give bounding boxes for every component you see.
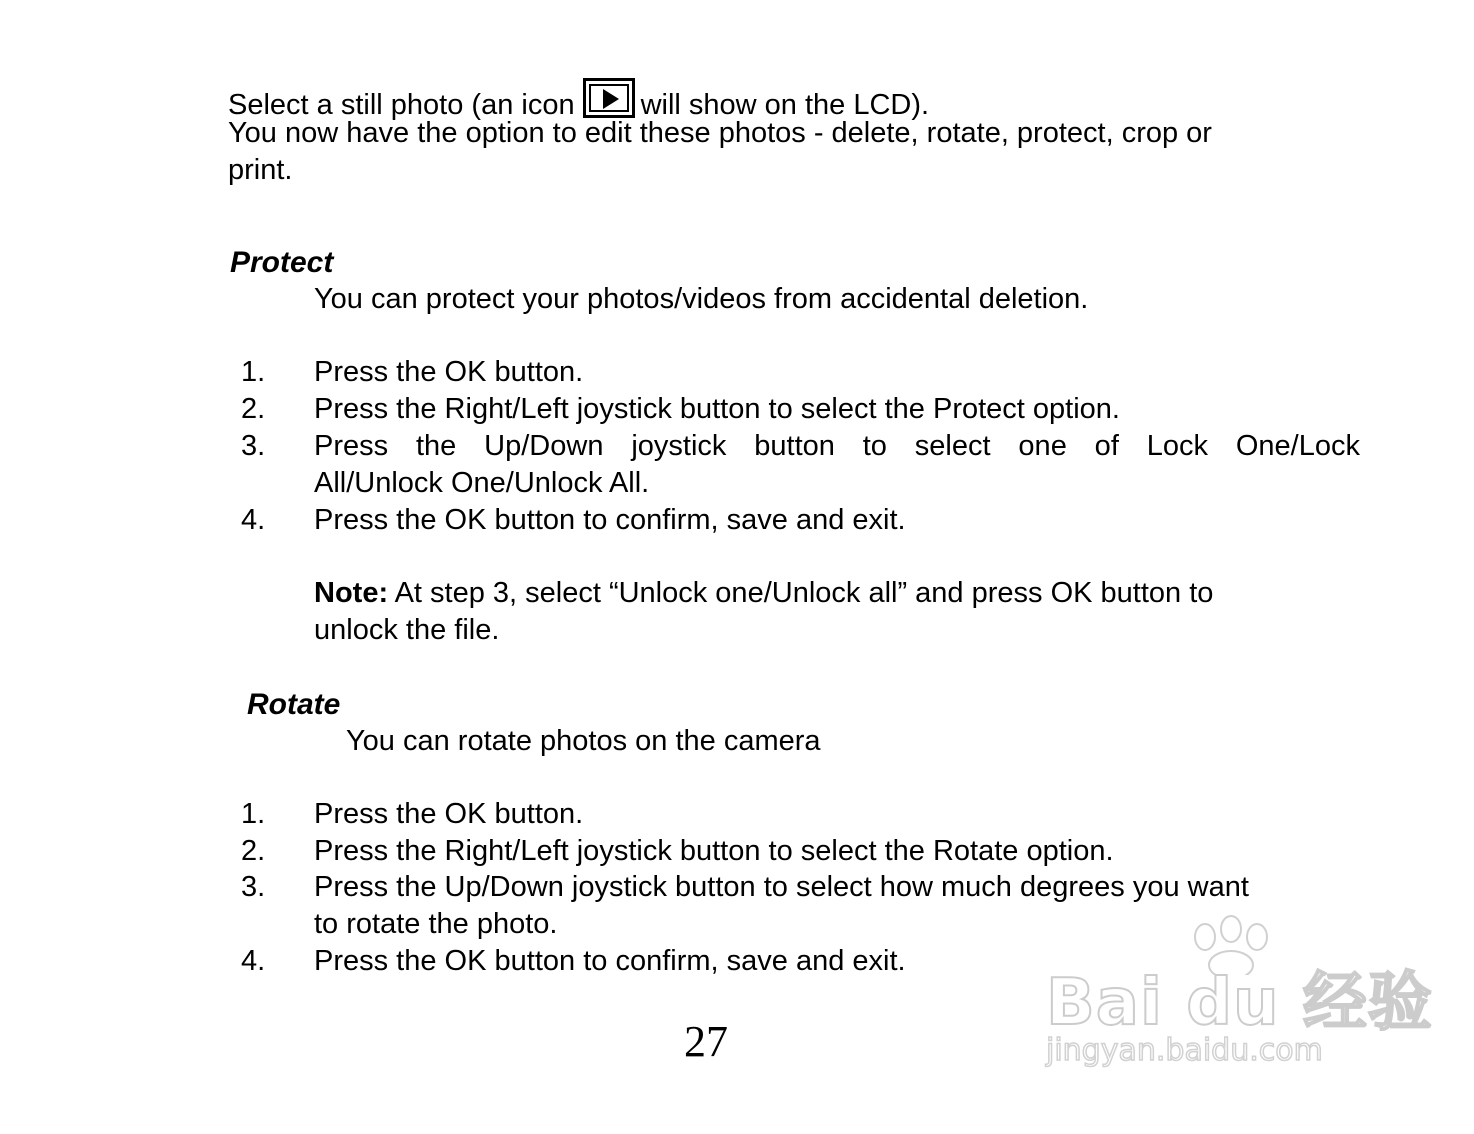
- protect-step-4-number: 4.: [241, 504, 266, 536]
- rotate-step-2-text: Press the Right/Left joystick button to select the Rotate option.: [314, 835, 1114, 867]
- rotate-step-1-number: 1.: [241, 798, 266, 830]
- watermark-url: jingyan.baidu.com: [1046, 1033, 1323, 1068]
- note-text: At step 3, select “Unlock one/Unlock all” and press OK button to: [388, 577, 1214, 609]
- protect-step-3-text-line-1: Press the Up/Down joystick button to select one of Lock One/Lock: [314, 430, 1360, 462]
- rotate-step-3-number: 3.: [241, 871, 266, 903]
- intro-line-2: You now have the option to edit these photos - delete, rotate, protect, crop or: [228, 117, 1212, 149]
- rotate-step-1-text: Press the OK button.: [314, 798, 584, 830]
- protect-step-3-text-line-2: All/Unlock One/Unlock All.: [314, 467, 650, 499]
- protect-step-3-number: 3.: [241, 430, 266, 462]
- protect-step-1-number: 1.: [241, 356, 266, 388]
- rotate-step-4-number: 4.: [241, 945, 266, 977]
- rotate-step-4-text: Press the OK button to confirm, save and exit.: [314, 945, 906, 977]
- protect-step-1-text: Press the OK button.: [314, 356, 584, 388]
- page-number: 27: [684, 1017, 728, 1066]
- protect-step-4-text: Press the OK button to confirm, save and exit.: [314, 504, 906, 536]
- watermark-logo: Bai du 经验: [1046, 966, 1433, 1040]
- protect-step-2-number: 2.: [241, 393, 266, 425]
- baidu-jingyan-watermark: [1040, 915, 1433, 1085]
- protect-heading: Protect: [230, 246, 334, 279]
- note-label: Note:: [314, 577, 389, 609]
- rotate-step-3-text-line-2: to rotate the photo.: [314, 908, 558, 940]
- rotate-step-2-number: 2.: [241, 835, 266, 867]
- rotate-description: You can rotate photos on the camera: [346, 725, 821, 757]
- play-icon: [583, 78, 635, 118]
- intro-line-3: print.: [228, 154, 293, 186]
- rotate-step-3-text-line-1: Press the Up/Down joystick button to select how much degrees you want: [314, 871, 1249, 903]
- protect-note-line-1: [314, 575, 1213, 612]
- rotate-heading: Rotate: [247, 688, 341, 721]
- intro-line-1-after: will show on the LCD).: [640, 89, 930, 121]
- intro-line-1-before: Select a still photo (an icon: [228, 89, 575, 121]
- protect-description: You can protect your photos/videos from accidental deletion.: [314, 283, 1089, 315]
- protect-step-2-text: Press the Right/Left joystick button to select the Protect option.: [314, 393, 1120, 425]
- protect-note-line-2: unlock the file.: [314, 614, 500, 646]
